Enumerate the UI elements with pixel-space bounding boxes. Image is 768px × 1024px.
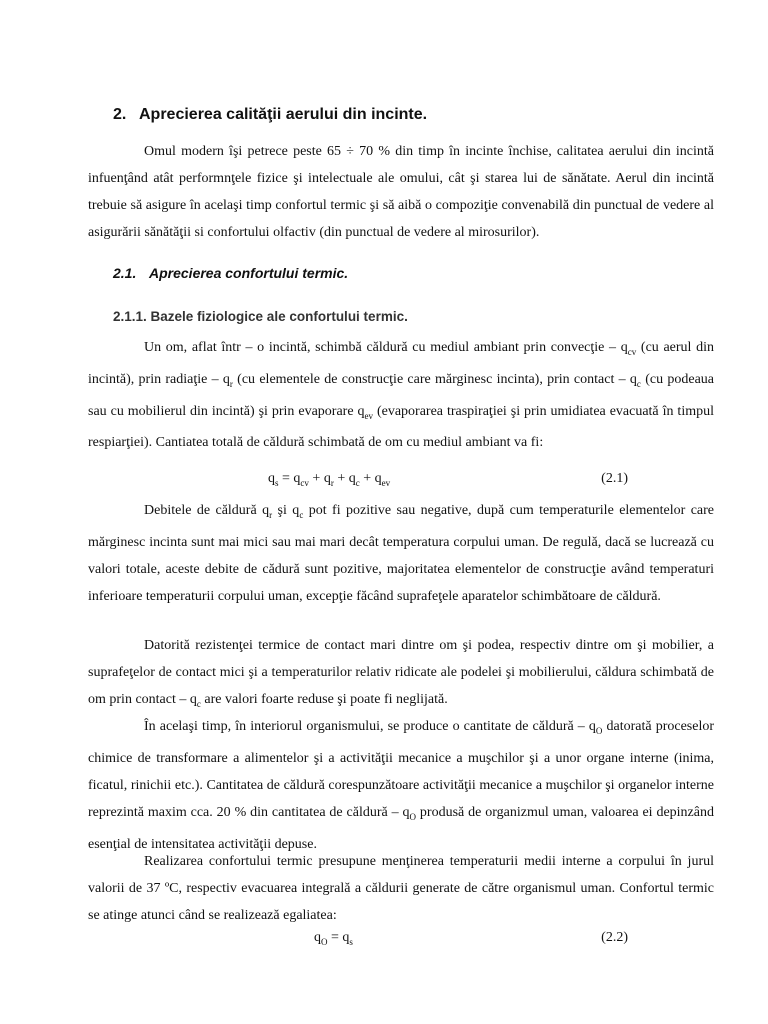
- equation-expression: $q_O = q_s$: [314, 930, 353, 947]
- equation-2-1: [88, 471, 714, 495]
- equation-number: (2.1): [601, 471, 628, 486]
- section-number: 2.: [113, 106, 127, 123]
- intro-paragraph: Omul modern îşi petrece peste 65 ÷ 70 % din timp în incinte închise, calitatea aerului din incintă infuenţând atât performnţele fizice şi intelectuale ale omului, cât şi starea lui de sănătate. Aerul din incintă trebuie să asigure în acelaşi timp confortul termic şi să aibă o compoziţie convenabilă din punctual de vedere al asigurării sănătăţii si confortului olfactiv (din punctual de vedere al mirosurilor).: [88, 144, 714, 240]
- subsection-title: Aprecierea confortului termic.: [149, 265, 349, 281]
- subsection-heading: [113, 265, 348, 281]
- paragraph-heat-flows: Debitele de căldură $q_r$ şi $q_c$ pot fi pozitive sau negative, după cum temperaturile elementelor care mărginesc incinta sunt mai mici sau mai mari decât temperatura corpului uman. De regulă, dacă se lucrează cu valori totale, aceste debite de cădură sunt pozitive, majoritatea elementelor de construcţie având temperaturi inferioare temperaturii corpului uman, excepţie făcând suprafeţele aparatelor schimbătoare de căldură.: [88, 503, 715, 604]
- subsubsection-heading: 2.1.1. Bazele fiziologice ale confortului termic.: [113, 309, 408, 324]
- section-heading: [113, 106, 427, 124]
- section-title: Aprecierea calităţii aerului din incinte.: [139, 106, 428, 123]
- paragraph-contact-heat: Datorită rezistenţei termice de contact mari dintre om şi podea, respectiv dintre om şi mobilier, a suprafeţelor de contact mici şi a temperaturilor relativ ridicate ale podelei şi mobilierului, căldura schimbată de om prin contact – $q_c$ are valori foarte reduse şi poate fi neglijată.: [88, 638, 714, 709]
- paragraph-internal-heat: În acelaşi timp, în interiorul organismului, se produce o cantitate de căldură – $q_O$ datorată proceselor chimice de transformare a alimentelor şi a activităţii mecanice a muşchilor şi a unor organe interne (inima, ficatul, rinichii etc.). Cantitatea de căldură corespunzătoare activităţii mecanice a muşchilor şi organelor interne reprezintă maxim cca. 20 % din cantitatea de căldură – $q_O$ produsă de organizmul uman, valoarea ei depinzând esenţial de intensitatea activităţii depuse.: [88, 719, 714, 852]
- subsection-number: 2.1.: [113, 265, 137, 281]
- paragraph-thermal-comfort: Realizarea confortului termic presupune menţinerea temperaturii medii interne a corpului în jurul valorii de 37 ºC, respectiv evacuarea integrală a căldurii generate de către organismul uman. Confortul termic se atinge atunci când se realizează egaliatea:: [88, 854, 714, 923]
- equation-2-2: [88, 930, 714, 954]
- equation-expression: $q_s = q_{cv} + q_r + q_c + q_{ev}$: [268, 471, 391, 488]
- equation-number: (2.2): [601, 930, 628, 945]
- paragraph-heat-exchange: Un om, aflat într – o incintă, schimbă căldură cu mediul ambiant prin convecţie – $q_{cv}$ (cu aerul din incintă), prin radiaţie – $q_r$ (cu elementele de construcţie care mărginesc incinta), prin contact – $q_c$ (cu podeaua sau cu mobilierul din incintă) şi prin evaporare $q_{ev}$ (evaporarea traspiraţiei şi prin umidiatea evacuată în timpul respiarţiei). Cantiatea totală de căldură schimbată de om cu mediul ambiant va fi:: [88, 340, 714, 451]
